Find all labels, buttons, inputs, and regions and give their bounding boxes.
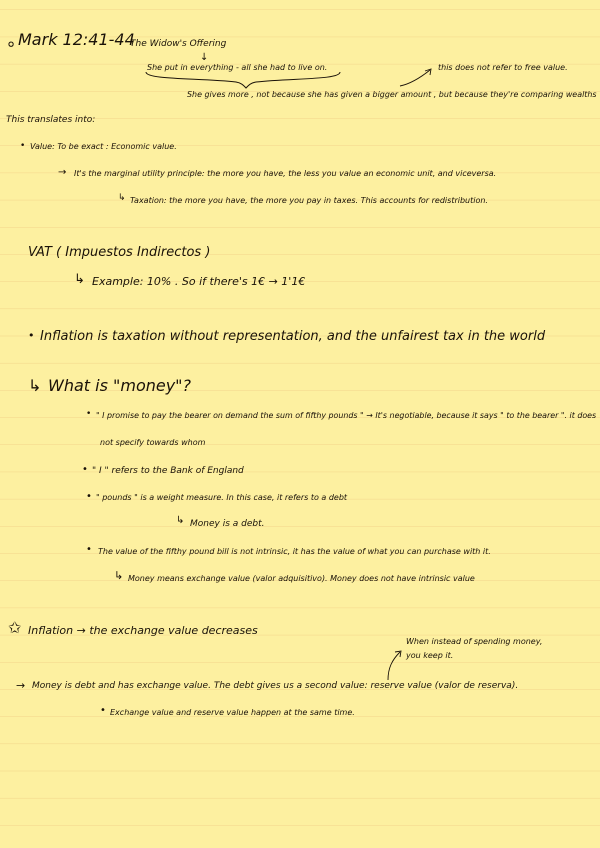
reserve-note-b: you keep it. (406, 651, 454, 660)
down-arrow-icon: ↓ (200, 52, 209, 63)
hook-arrow-icon: ↳ (118, 193, 126, 203)
vat-example: Example: 10% . So if there's 1€ → 1'1€ (92, 275, 306, 288)
curly-brace (146, 72, 340, 88)
banknote-promise-cont: not specify towards whom (100, 438, 206, 447)
bullet-icon: • (28, 329, 35, 342)
curved-arrow-reserve-head (395, 651, 401, 657)
fifty-pound-value: The value of the fifthy pound bill is not intrinsic, it has the value of what you can purchase with it. (98, 547, 491, 556)
hook-arrow-icon: ↳ (114, 569, 124, 582)
hook-arrow-icon: ↳ (74, 272, 85, 287)
translates-line: This translates into: (6, 115, 96, 125)
passage-title: The Widow's Offering (130, 39, 227, 49)
bullet-icon: • (86, 544, 92, 555)
bank-of-england-line: " I " refers to the Bank of England (92, 466, 244, 476)
money-is-debt: Money is a debt. (190, 519, 265, 529)
pounds-line: " pounds " is a weight measure. In this case, it refers to a debt (96, 493, 348, 502)
hook-arrow-icon: ↳ (176, 515, 185, 526)
marginal-utility-line: It's the marginal utility principle: the more you have, the less you value an economic unit, and viceversa. (74, 169, 497, 178)
inflation-statement: Inflation is taxation without representation, and the unfairest tax in the world (40, 329, 546, 344)
money-question: What is "money"? (48, 376, 192, 395)
curved-arrow-note (400, 70, 430, 86)
vat-heading: VAT ( Impuestos Indirectos ) (28, 245, 211, 260)
star-icon: ✩ (8, 618, 22, 637)
taxation-line: Taxation: the more you have, the more you pay in taxes. This accounts for redistribution. (130, 196, 488, 205)
value-definition: Value: To be exact : Economic value. (30, 142, 177, 151)
bullet-icon: • (100, 705, 106, 716)
bullet-icon: • (86, 491, 92, 502)
arrow-right-icon: → (16, 679, 26, 692)
simultaneous-values: Exchange value and reserve value happen at the same time. (110, 708, 355, 717)
banknote-promise: " I promise to pay the bearer on demand the sum of fifthy pounds " → It's negotiable, because it says " to the bearer ". it does (96, 411, 597, 420)
bullet-icon: • (82, 464, 88, 475)
curved-arrow-note-head (425, 69, 431, 75)
quote-line: She put in everything - all she had to live on. (147, 63, 328, 72)
money-debt-exchange: Money is debt and has exchange value. The debt gives us a second value: reserve value (valor de reserva). (32, 681, 519, 691)
side-note-free-value: this does not refer to free value. (438, 63, 568, 72)
bullet-circle-1 (9, 42, 13, 46)
hook-arrow-icon: ↳ (28, 376, 42, 395)
bullet-icon: • (20, 141, 26, 151)
reserve-note-a: When instead of spending money, (406, 637, 543, 646)
exchange-value-line: Money means exchange value (valor adquisitivo). Money does not have intrinsic value (128, 574, 475, 583)
curved-arrow-reserve (388, 652, 400, 680)
inflation-exchange-heading: Inflation → the exchange value decreases (28, 624, 258, 637)
scripture-reference: Mark 12:41-44 (18, 30, 135, 49)
arrow-right-icon: → (58, 167, 67, 178)
bullet-icon: • (86, 409, 92, 419)
explanation-line: She gives more , not because she has given a bigger amount , but because they're comparing wealths (187, 90, 597, 99)
